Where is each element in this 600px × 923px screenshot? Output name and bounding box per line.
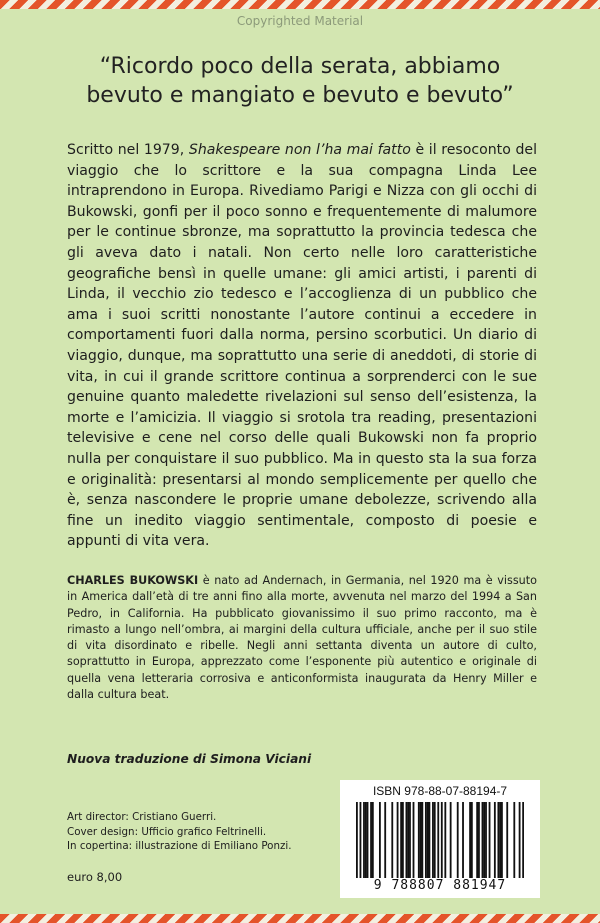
barcode-bar [469,802,471,878]
barcode-bar [522,802,524,878]
barcode-bar [519,802,521,878]
author-bio-text: è nato ad Andernach, in Germania, nel 1920 ma è vissuto in America dall’età di tre anni fino alla morte, avvenuta nel marzo del 1994 a San Pedro, in California. Ha pubblicato giovanissimo il suo primo racconto, ma è rimasto a lungo nell’ombra, ai margini della cultura ufficiale, anche per il suo stile di vita disordinato e ribelle. Negli anni settanta diventa un autore di culto, soprattutto in Europa, apprezzato come l’esponente più autentico e originale di quella vena letteraria corrosiva e anticonformista inaugurata da Henry Miller e dalla cultura beat. [67,574,537,702]
barcode-bar [406,802,408,878]
barcode-bar [363,802,365,878]
copyright-watermark: Copyrighted Material [236,14,364,28]
barcode-bar [372,802,374,878]
credit-art-director: Art director: Cristiano Guerri. [67,811,217,823]
barcode-digits: 9 788807 881947 [373,878,507,893]
barcode-bar [360,802,362,878]
barcode-bar [384,802,386,878]
barcode-bar [434,802,436,878]
barcode-bar [400,802,402,878]
isbn-label: ISBN 978-88-07-88194-7 [372,784,508,798]
barcode-bar [367,802,369,878]
barcode-bar [499,802,501,878]
barcode-bar [429,802,431,878]
design-credits [67,810,327,854]
translation-credit: Nuova traduzione di Simona Viciani [67,752,312,766]
credit-cover-design: Cover design: Ufficio grafico Feltrinelli. [67,825,267,838]
barcode-bar [506,802,508,878]
author-bio [67,573,537,703]
barcode-bar [437,802,439,878]
book-title: Shakespeare non l’ha mai fatto [188,142,411,158]
barcode-bar [418,802,420,878]
top-decorative-stripe [0,0,600,9]
blurb-intro: Scritto nel 1979, [67,142,189,158]
barcode-bar [356,802,358,878]
barcode-bar [409,802,411,878]
barcode-bar [457,802,459,878]
barcode-bar [391,802,393,878]
barcode-bar [476,802,478,878]
barcode-bar [494,802,496,878]
barcode-bar [420,802,422,878]
blurb-body: è il resoconto del viaggio che lo scrittore e la sua compagna Linda Lee intraprendono in Europa. Rivediamo Parigi e Nizza con gli occhi di Bukowski, gonfi per il poco sonno e frequentemente di malumore per le continue sbronze, ma soprattutto la provincia tedesca che gli aveva dato i natali. Non certo nelle loro caratteristiche geografiche bensì in quelle umane: gli amici artisti, i parenti di Linda, il vecchio zio tedesco e l’accoglienza di un pubblico che ama i suoi scritti nonostante l’autore continui a eccedere in comportamenti fuori dalla norma, persino scorbutici. Un diario di viaggio, dunque, ma soprattutto una serie di aneddoti, di storie di vita, in cui il grande scrittore continua a sorprenderci con le sue genuine quanto maledette rivelazioni sul senso dell’esistenza, la morte e l’amicizia. Il viaggio si srotola tra reading, presentazioni televisive e cene nel corso delle quali Bukowski non fa proprio nulla per conquistare il suo pubblico. Ma in questo sta la sua forza e originalità: presentarsi al mondo semplicemente per quello che è, senza nascondere le proprie umane debolezze, scrivendo alla fine un inedito viaggio sentimentale, composto di poesie e appunti di vita vera. [67,142,538,550]
barcode-bar [483,802,485,878]
barcode-bar [413,802,415,878]
barcode-bar [497,802,499,878]
credit-cover-illustration: In copertina: illustrazione di Emiliano Ponzi. [67,840,292,852]
barcode-bar [425,802,427,878]
barcode-panel [340,780,540,898]
barcode-icon [356,802,524,878]
barcode-bar [370,802,372,878]
barcode-bar [444,802,446,878]
barcode-bar [462,802,464,878]
barcode-bar [365,802,367,878]
barcode-bar [421,802,423,878]
book-blurb [67,140,537,552]
barcode-bar [471,802,473,878]
barcode-bar [450,802,452,878]
barcode-bar [432,802,434,878]
barcode-bar [485,802,487,878]
barcode-bar [478,802,480,878]
barcode-bar [489,802,491,878]
pull-quote: “Ricordo poco della serata, abbiamo bevuto e mangiato e bevuto e bevuto” [86,54,514,108]
barcode-bar [441,802,443,878]
barcode-bar [501,802,503,878]
barcode-bar [407,802,409,878]
barcode-bar [482,802,484,878]
barcode-bar [379,802,381,878]
author-name: CHARLES BUKOWSKI [67,574,199,587]
bottom-decorative-stripe [0,914,600,923]
barcode-bar [402,802,404,878]
price: euro 8,00 [67,870,123,884]
barcode-bar [427,802,429,878]
barcode-bar [397,802,399,878]
barcode-bar [513,802,515,878]
